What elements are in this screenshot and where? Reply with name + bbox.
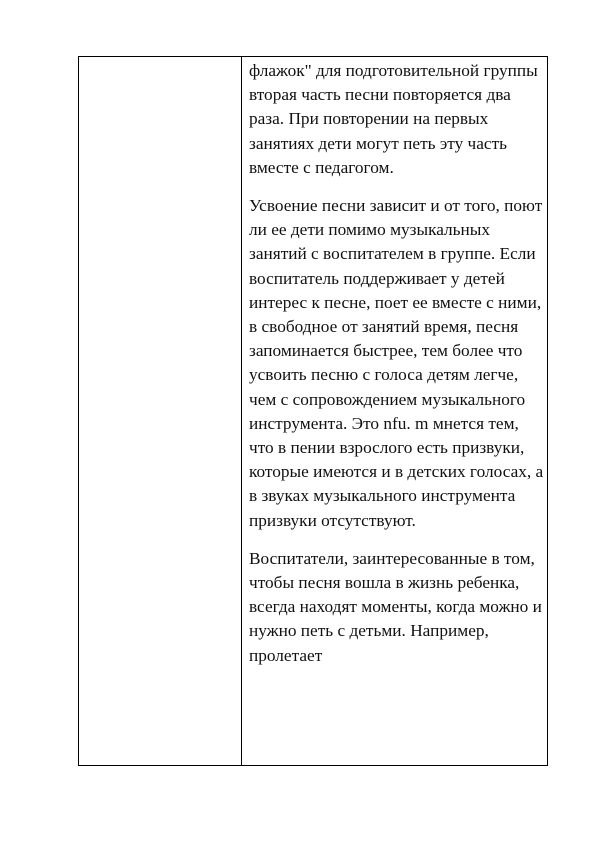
paragraph-educators-singing: Воспитатели, заинтересованные в том, чтобы песня вошла в жизнь ребенка, всегда находят моменты, когда можно и нужно петь с детьми. Например, пролетает	[249, 548, 542, 665]
paragraph-song-repetition: флажок" для подготовительной группы вторая часть песни повторяется два раза. При повторении на первых занятиях дети могут петь эту часть вместе с педагогом.	[249, 61, 538, 177]
table-column-divider	[241, 57, 242, 765]
table-cell-left	[79, 57, 241, 765]
table-cell-right	[249, 59, 545, 765]
document-table	[78, 56, 548, 766]
paragraph-song-learning: Усвоение песни зависит и от того, поют ли ее дети помимо музыкальных занятий с воспитателем в группе. Если воспитатель поддерживает у детей интерес к песне, поет ее вместе с ними, в свободное от занятий время, песня запоминается быстрее, тем более что усвоить песню с голоса детям легче, чем с сопровождением музыкального инструмента. Это nfu. m мнется тем, что в пении взрослого есть призвуки, которые имеются и в детских голосах, а в звуках музыкального инструмента призвуки отсутствуют.	[249, 196, 544, 530]
